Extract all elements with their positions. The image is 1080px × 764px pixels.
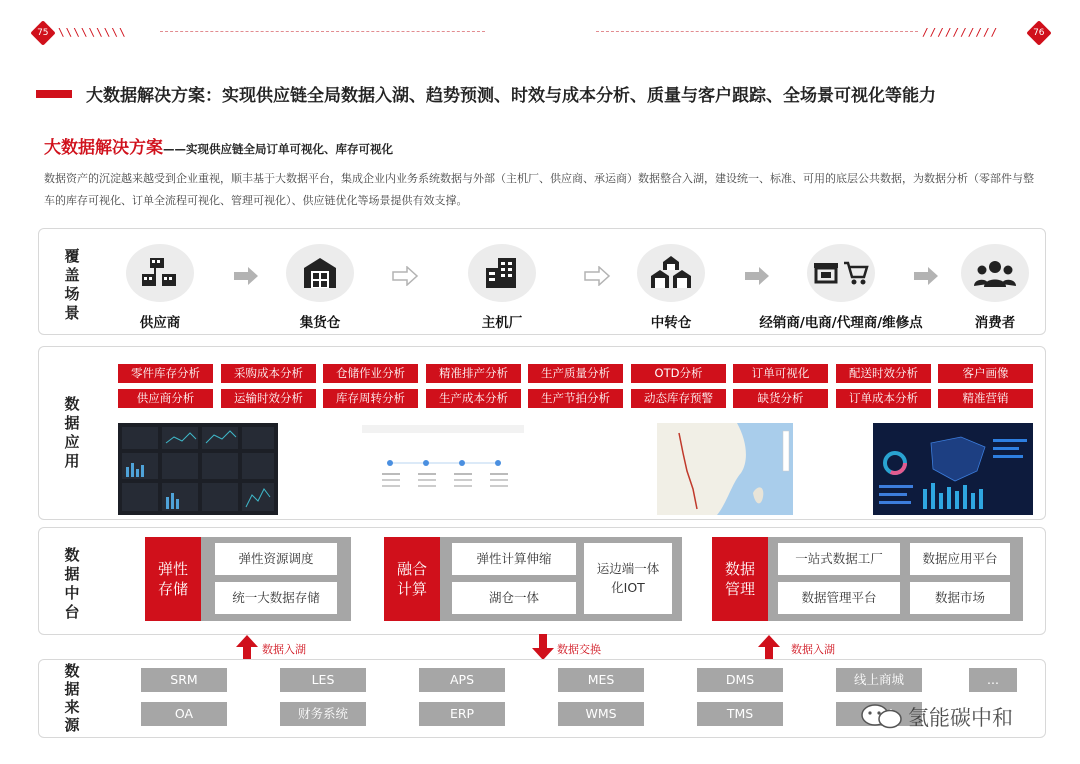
flow-label: 数据交换 bbox=[557, 643, 601, 656]
app-tag: 配送时效分析 bbox=[836, 364, 931, 383]
app-tag: 缺货分析 bbox=[733, 389, 828, 408]
scene-consumers bbox=[960, 244, 1030, 331]
source-system: ERP bbox=[419, 702, 505, 726]
arrow-down-icon bbox=[532, 634, 554, 660]
data-management-group bbox=[712, 537, 1023, 621]
flow-arrow-icon bbox=[232, 266, 260, 286]
dashed-divider-right bbox=[596, 31, 918, 32]
scene-label: 消费者 bbox=[974, 315, 1016, 331]
app-tag: 采购成本分析 bbox=[221, 364, 316, 383]
scene-oem-plant bbox=[467, 244, 537, 331]
app-tag: 供应商分析 bbox=[118, 389, 213, 408]
source-system: DMS bbox=[697, 668, 783, 692]
dashboard-screenshot bbox=[118, 423, 278, 515]
order-tracking-screenshot bbox=[360, 423, 526, 515]
slash-decoration-left: \\\\\\\\\ bbox=[58, 26, 127, 39]
manage-item: 数据管理平台 bbox=[778, 582, 900, 614]
subtitle-highlight: 大数据解决方案 bbox=[44, 138, 163, 158]
app-tag: 精准排产分析 bbox=[426, 364, 521, 383]
fused-compute-title: 融合计算 bbox=[384, 537, 440, 621]
plant-building-icon bbox=[484, 256, 520, 290]
app-tag: 动态库存预警 bbox=[631, 389, 726, 408]
scene-label: 供应商 bbox=[139, 315, 181, 331]
scene-label: 经销商/电商/代理商/维修点 bbox=[759, 315, 923, 331]
elastic-storage-title: 弹性存储 bbox=[145, 537, 201, 621]
scene-label: 主机厂 bbox=[481, 315, 523, 331]
route-map-screenshot bbox=[657, 423, 793, 515]
flow-label: 数据入湖 bbox=[262, 643, 306, 656]
manage-item: 数据应用平台 bbox=[910, 543, 1010, 575]
wechat-logo-icon bbox=[860, 703, 910, 729]
store-cart-icon bbox=[812, 259, 870, 289]
slash-decoration-right: ////////// bbox=[922, 26, 999, 39]
source-system: MES bbox=[558, 668, 644, 692]
scene-consolidation-warehouse bbox=[285, 244, 355, 331]
data-management-title: 数据管理 bbox=[712, 537, 768, 621]
page-number-right: 76 bbox=[1026, 20, 1051, 45]
manage-item: 一站式数据工厂 bbox=[778, 543, 900, 575]
apps-section-label: 数 据 应 用 bbox=[64, 395, 80, 470]
scene-supplier bbox=[125, 244, 195, 331]
flow-arrow-icon bbox=[912, 266, 940, 286]
source-system: OA bbox=[141, 702, 227, 726]
source-system: 线上商城 bbox=[836, 668, 922, 692]
fused-compute-group bbox=[384, 537, 682, 621]
arrow-up-icon bbox=[236, 635, 258, 661]
users-icon bbox=[974, 260, 1016, 288]
page-number-left: 75 bbox=[30, 20, 55, 45]
app-tag: 仓储作业分析 bbox=[323, 364, 418, 383]
app-tag: 精准营销 bbox=[938, 389, 1033, 408]
compute-item: 湖仓一体 bbox=[452, 582, 576, 614]
app-tag: 运输时效分析 bbox=[221, 389, 316, 408]
dashed-divider-left bbox=[160, 31, 485, 32]
scene-transit-warehouse bbox=[636, 244, 706, 331]
compute-item: 弹性计算伸缩 bbox=[452, 543, 576, 575]
app-tag: 生产节拍分析 bbox=[528, 389, 623, 408]
title-accent-bar bbox=[36, 90, 72, 98]
factory-icon bbox=[140, 256, 180, 290]
scene-label: 中转仓 bbox=[650, 315, 692, 331]
bigscreen-dashboard-screenshot bbox=[873, 423, 1033, 515]
watermark-text: 氢能碳中和 bbox=[908, 706, 1013, 730]
app-tag: 零件库存分析 bbox=[118, 364, 213, 383]
app-tag: 生产成本分析 bbox=[426, 389, 521, 408]
flow-arrow-icon bbox=[391, 266, 419, 286]
scene-dealers bbox=[759, 244, 923, 331]
storage-item: 弹性资源调度 bbox=[215, 543, 337, 575]
transit-warehouse-icon bbox=[649, 254, 693, 290]
elastic-storage-group bbox=[145, 537, 351, 621]
source-system-more: ... bbox=[969, 668, 1017, 692]
intro-paragraph: 数据资产的沉淀越来越受到企业重视，顺丰基于大数据平台，集成企业内业务系统数据与外部（主机厂、供应商、承运商）数据整合入湖，建设统一、标准、可用的底层公共数据，为数据分析（零部件与整车的库存可视化、订单全流程可视化、管理可视化）、供应链优化等场景提供有效支撑。 bbox=[44, 172, 1034, 207]
arrow-up-icon bbox=[758, 635, 780, 661]
app-tag: 订单可视化 bbox=[733, 364, 828, 383]
scenes-section-label: 覆 盖 场 景 bbox=[64, 247, 80, 322]
source-system: SRM bbox=[141, 668, 227, 692]
flow-arrow-icon bbox=[743, 266, 771, 286]
warehouse-icon bbox=[302, 256, 338, 290]
middle-section-label: 数 据 中 台 bbox=[64, 546, 80, 621]
source-system: 财务系统 bbox=[280, 702, 366, 726]
app-tag: 订单成本分析 bbox=[836, 389, 931, 408]
flow-label: 数据入湖 bbox=[791, 643, 835, 656]
scene-label: 集货仓 bbox=[299, 315, 341, 331]
app-tag: 库存周转分析 bbox=[323, 389, 418, 408]
source-system: WMS bbox=[558, 702, 644, 726]
app-tag: 生产质量分析 bbox=[528, 364, 623, 383]
subtitle-rest: ——实现供应链全局订单可视化、库存可视化 bbox=[163, 142, 393, 156]
source-system: TMS bbox=[697, 702, 783, 726]
app-tag: 客户画像 bbox=[938, 364, 1033, 383]
compute-item-iot: 运边端一体化IOT bbox=[584, 543, 672, 614]
section-subtitle bbox=[44, 133, 393, 158]
manage-item: 数据市场 bbox=[910, 582, 1010, 614]
flow-arrow-icon bbox=[583, 266, 611, 286]
sources-section-label: 数 据 来 源 bbox=[64, 662, 80, 734]
source-system: LES bbox=[280, 668, 366, 692]
source-system: APS bbox=[419, 668, 505, 692]
app-tag: OTD分析 bbox=[631, 364, 726, 383]
storage-item: 统一大数据存储 bbox=[215, 582, 337, 614]
page-title: 大数据解决方案：实现供应链全局数据入湖、趋势预测、时效与成本分析、质量与客户跟踪、全场景可视化等能力 bbox=[86, 86, 936, 106]
